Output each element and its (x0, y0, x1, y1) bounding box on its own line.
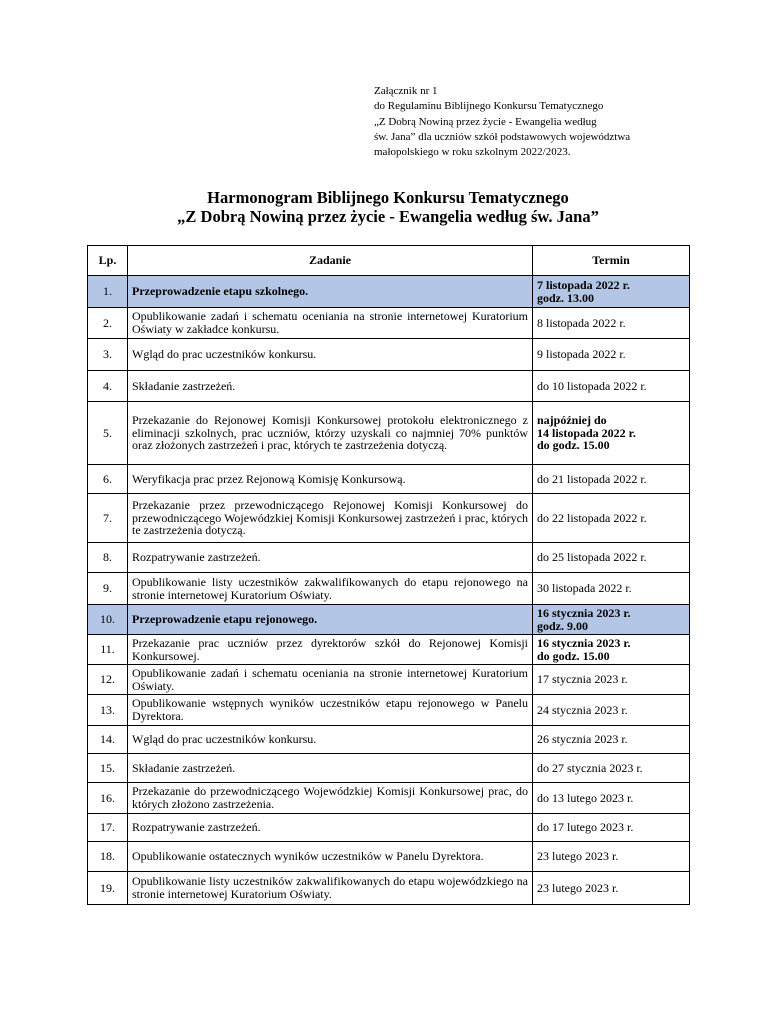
term-line: do 21 listopada 2022 r. (537, 471, 647, 486)
row-term (533, 308, 690, 339)
table-row (88, 276, 690, 308)
row-lp: 11. (88, 635, 128, 665)
table-row (88, 842, 690, 872)
row-term (533, 872, 690, 905)
row-term (533, 754, 690, 783)
document-title (88, 188, 688, 226)
row-task: Weryfikacja prac przez Rejonową Komisję Konkursową. (128, 465, 533, 494)
term-line: 8 listopada 2022 r. (537, 315, 626, 330)
row-term (533, 494, 690, 543)
row-term (533, 842, 690, 872)
table-header-row (88, 246, 690, 276)
row-task: Przekazanie do przewodniczącego Wojewódzkiej Komisji Konkursowej prac, do których złożono zastrzeżenia. (128, 783, 533, 814)
row-lp: 10. (88, 605, 128, 635)
table-row (88, 573, 690, 605)
term-line: 9 listopada 2022 r. (537, 347, 626, 362)
term-line: godz. 9.00 (537, 618, 588, 633)
row-term (533, 814, 690, 842)
header-task: Zadanie (128, 246, 533, 276)
annex-line: do Regulaminu Biblijnego Konkursu Tematycznego (374, 100, 604, 113)
row-task: Opublikowanie ostatecznych wyników uczestników w Panelu Dyrektora. (128, 842, 533, 872)
row-lp: 12. (88, 665, 128, 695)
row-lp: 9. (88, 573, 128, 605)
term-line: 17 stycznia 2023 r. (537, 672, 628, 687)
row-task: Wgląd do prac uczestników konkursu. (128, 726, 533, 754)
table-row (88, 754, 690, 783)
table-row (88, 635, 690, 665)
row-lp: 5. (88, 402, 128, 465)
term-line: 24 stycznia 2023 r. (537, 702, 628, 717)
term-line: do godz. 15.00 (537, 438, 610, 453)
row-term (533, 695, 690, 726)
term-line: 14 listopada 2022 r. (537, 425, 636, 440)
term-line: 16 stycznia 2023 r. (537, 635, 631, 650)
header-lp: Lp. (88, 246, 128, 276)
row-term (533, 783, 690, 814)
table-row (88, 665, 690, 695)
row-lp: 6. (88, 465, 128, 494)
term-line: najpóźniej do (537, 413, 607, 428)
row-term (533, 276, 690, 308)
row-term (533, 371, 690, 402)
row-task: Opublikowanie listy uczestników zakwalifikowanych do etapu wojewódzkiego na stronie internetowej Kuratorium Oświaty. (128, 872, 533, 905)
term-line: do 17 lutego 2023 r. (537, 820, 634, 835)
term-line: do 13 lutego 2023 r. (537, 790, 634, 805)
table-row (88, 308, 690, 339)
table-row (88, 814, 690, 842)
row-task: Opublikowanie zadań i schematu oceniania na stronie internetowej Kuratorium Oświaty. (128, 665, 533, 695)
row-lp: 4. (88, 371, 128, 402)
row-lp: 18. (88, 842, 128, 872)
row-term (533, 573, 690, 605)
table-row (88, 371, 690, 402)
term-line: 23 lutego 2023 r. (537, 880, 619, 895)
row-term (533, 726, 690, 754)
table-row (88, 605, 690, 635)
title-line-2: „Z Dobrą Nowiną przez życie - Ewangelia według św. Jana” (177, 207, 599, 226)
term-line: godz. 13.00 (537, 290, 594, 305)
row-task: Przekazanie prac uczniów przez dyrektorów szkół do Rejonowej Komisji Konkursowej. (128, 635, 533, 665)
annex-line: „Z Dobrą Nowiną przez życie - Ewangelia według (374, 115, 597, 128)
row-task: Opublikowanie listy uczestników zakwalifikowanych do etapu rejonowego na stronie internetowej Kuratorium Oświaty. (128, 573, 533, 605)
title-line-1: Harmonogram Biblijnego Konkursu Tematycznego (207, 188, 569, 207)
row-lp: 19. (88, 872, 128, 905)
row-lp: 16. (88, 783, 128, 814)
row-lp: 17. (88, 814, 128, 842)
term-line: 7 listopada 2022 r. (537, 277, 630, 292)
row-lp: 3. (88, 339, 128, 371)
annex-note (374, 84, 704, 160)
table-row (88, 402, 690, 465)
annex-line: małopolskiego w roku szkolnym 2022/2023. (374, 146, 571, 159)
row-lp: 2. (88, 308, 128, 339)
term-line: 26 stycznia 2023 r. (537, 732, 628, 747)
term-line: do 22 listopada 2022 r. (537, 510, 647, 525)
row-term (533, 465, 690, 494)
annex-line: św. Jana” dla uczniów szkół podstawowych województwa (374, 130, 631, 143)
row-task: Rozpatrywanie zastrzeżeń. (128, 814, 533, 842)
row-lp: 13. (88, 695, 128, 726)
row-task: Wgląd do prac uczestników konkursu. (128, 339, 533, 371)
row-term (533, 402, 690, 465)
row-term (533, 605, 690, 635)
row-lp: 1. (88, 276, 128, 308)
table-row (88, 465, 690, 494)
term-line: do 27 stycznia 2023 r. (537, 760, 643, 775)
table-row (88, 339, 690, 371)
row-lp: 7. (88, 494, 128, 543)
row-lp: 8. (88, 543, 128, 573)
term-line: do godz. 15.00 (537, 648, 610, 663)
row-lp: 15. (88, 754, 128, 783)
term-line: 30 listopada 2022 r. (537, 581, 632, 596)
row-task: Przekazanie do Rejonowej Komisji Konkursowej protokołu elektronicznego z eliminacji szkolnych, prac uczniów, którzy uzyskali co najmniej 70% punktów oraz złożonych zastrzeżeń i prac, których te zastrzeżenia dotyczą. (128, 402, 533, 465)
schedule-table (87, 245, 690, 905)
row-task: Przekazanie przez przewodniczącego Rejonowej Komisji Konkursowej do przewodniczącego Wojewódzkiej Komisji Konkursowej zastrzeżeń i prac, których te zastrzeżenia dotyczą. (128, 494, 533, 543)
term-line: do 10 listopada 2022 r. (537, 378, 647, 393)
row-term (533, 543, 690, 573)
table-row (88, 726, 690, 754)
row-term (533, 635, 690, 665)
table-row (88, 494, 690, 543)
row-task: Składanie zastrzeżeń. (128, 371, 533, 402)
row-task: Składanie zastrzeżeń. (128, 754, 533, 783)
row-task: Przeprowadzenie etapu rejonowego. (128, 605, 533, 635)
row-term (533, 339, 690, 371)
annex-line: Załącznik nr 1 (374, 85, 438, 97)
term-line: 23 lutego 2023 r. (537, 849, 619, 864)
header-term: Termin (533, 246, 690, 276)
term-line: 16 stycznia 2023 r. (537, 605, 631, 620)
table-row (88, 695, 690, 726)
table-row (88, 543, 690, 573)
row-task: Opublikowanie zadań i schematu oceniania na stronie internetowej Kuratorium Oświaty w zakładce konkursu. (128, 308, 533, 339)
table-row (88, 872, 690, 905)
row-task: Przeprowadzenie etapu szkolnego. (128, 276, 533, 308)
term-line: do 25 listopada 2022 r. (537, 550, 647, 565)
row-task: Rozpatrywanie zastrzeżeń. (128, 543, 533, 573)
row-term (533, 665, 690, 695)
row-task: Opublikowanie wstępnych wyników uczestników etapu rejonowego w Panelu Dyrektora. (128, 695, 533, 726)
row-lp: 14. (88, 726, 128, 754)
table-row (88, 783, 690, 814)
